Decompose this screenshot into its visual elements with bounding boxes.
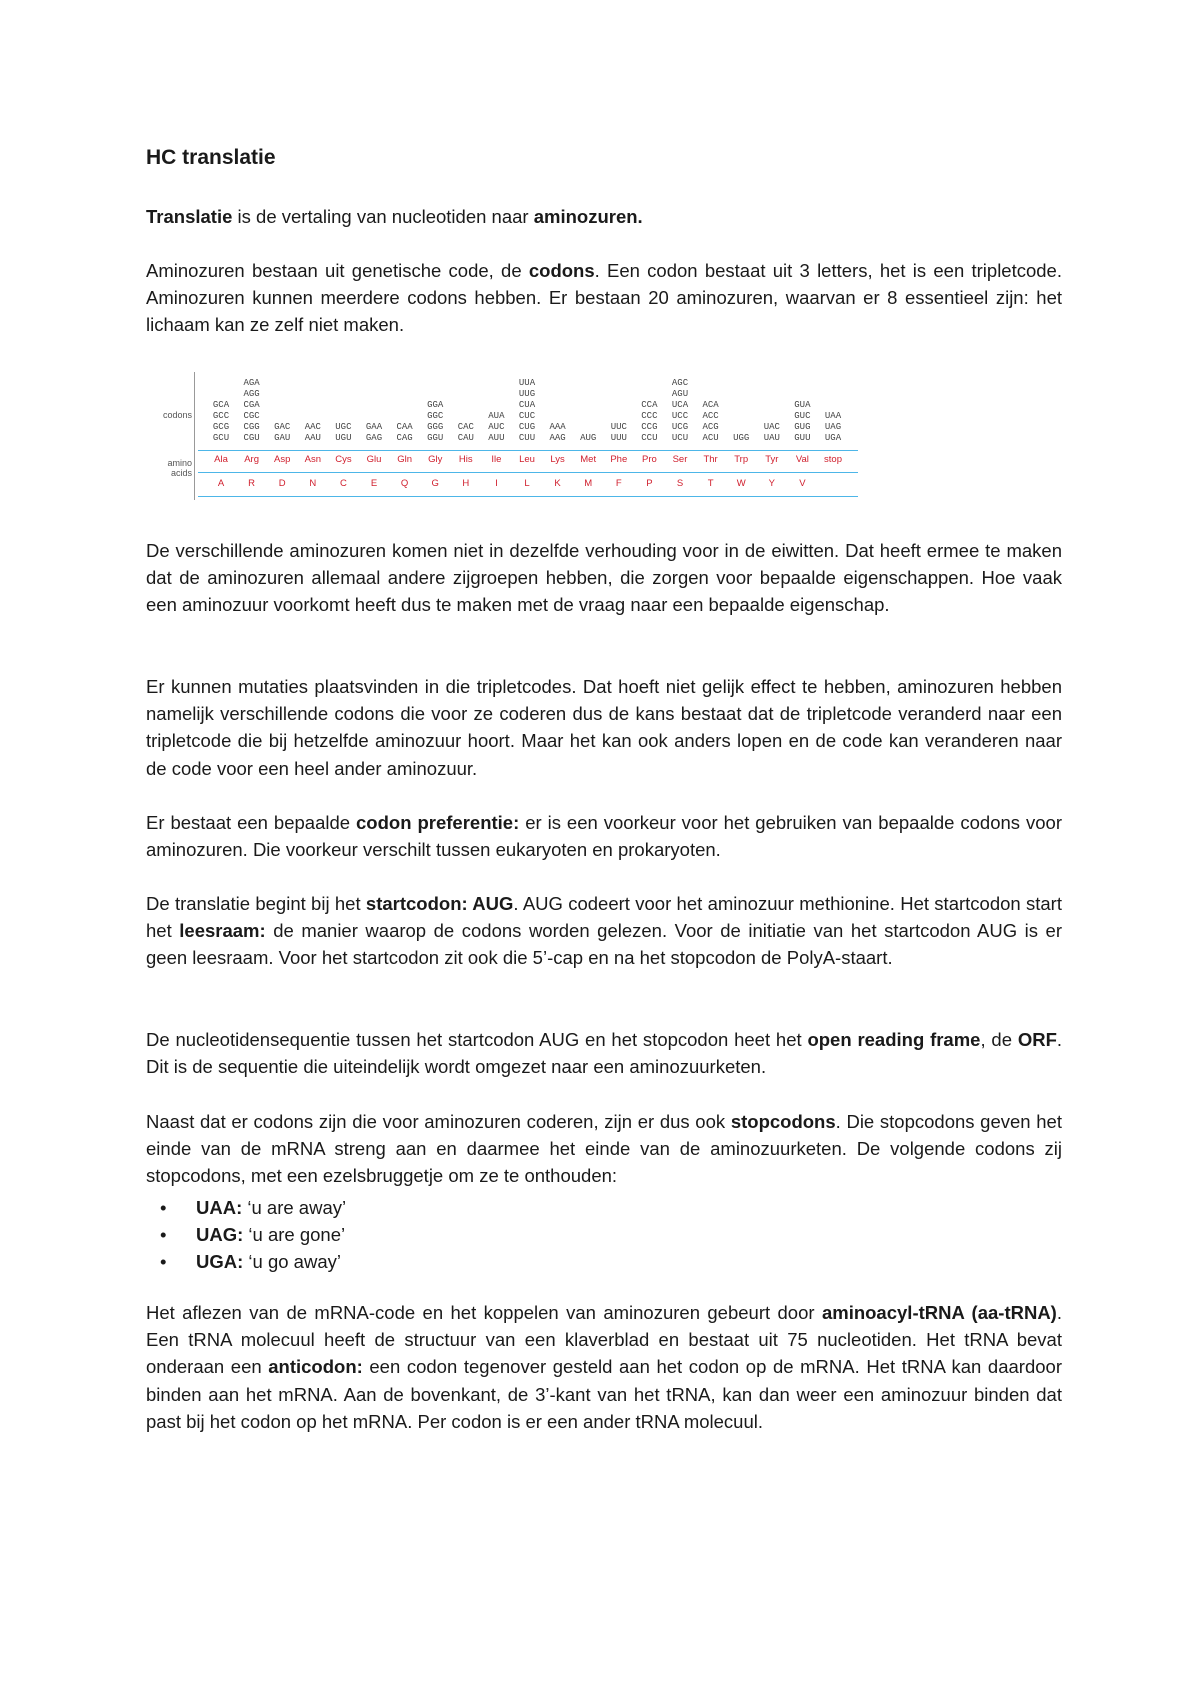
codon-text: ACC xyxy=(702,411,719,421)
codon-text: GGC xyxy=(427,411,444,421)
codon-text: GCC xyxy=(212,411,230,421)
codon-table-rule-top xyxy=(198,450,858,451)
codon-text: AAC xyxy=(304,422,321,432)
codon-text: GAC xyxy=(274,422,291,432)
paragraph-translation-intro: Translatie is de vertaling van nucleotiden naar aminozuren. xyxy=(146,206,643,227)
bullet-icon: • xyxy=(160,1251,167,1273)
amino-one-letter: D xyxy=(278,478,286,489)
amino-three-letter: Thr xyxy=(703,454,718,465)
codon-text: AUU xyxy=(488,433,505,443)
codon-text: ACG xyxy=(702,422,719,432)
stopcodon-mnemonic: ‘u are gone’ xyxy=(243,1224,346,1246)
codon-text: UUU xyxy=(610,433,627,443)
codon-text: CAC xyxy=(457,422,474,432)
label-amino-acids: amino acids xyxy=(167,458,192,478)
codon-text: UGC xyxy=(335,422,352,432)
paragraph-stopcodons: Naast dat er codons zijn die voor aminozuren coderen, zijn er dus ook stopcodons. Die stopcodons geven het einde van de mRNA streng aan en daarmee het einde van de aminozuurketen. De volgende codons zij stopcodons, met een ezelsbruggetje om ze te onthouden: xyxy=(146,1111,1062,1187)
stopcodon-mnemonic: ‘u are away’ xyxy=(242,1197,347,1218)
codon-text: CGU xyxy=(243,433,260,443)
codon-text: GCG xyxy=(212,422,230,432)
codon-text: GUU xyxy=(794,433,811,443)
list-item xyxy=(146,1194,346,1221)
amino-three-letter: Phe xyxy=(610,454,628,465)
amino-one-letter: L xyxy=(524,478,530,489)
codon-text: GAA xyxy=(365,422,383,432)
amino-three-letter: Tyr xyxy=(765,454,779,465)
amino-three-letter: Gly xyxy=(428,454,443,465)
codon-text: CGC xyxy=(243,411,260,421)
amino-one-letter: E xyxy=(370,478,378,489)
codon-text: CUA xyxy=(518,400,536,410)
codon-text: ACA xyxy=(702,400,719,410)
amino-one-letter: Y xyxy=(768,478,775,489)
codon-text: UGA xyxy=(824,433,842,443)
codon-text: CUU xyxy=(518,433,536,443)
codon-text: UGG xyxy=(733,433,750,443)
codon-text: AGU xyxy=(671,389,689,399)
amino-three-letter: His xyxy=(458,454,473,465)
stopcodon-code: UGA: xyxy=(196,1251,244,1273)
codon-text: CAU xyxy=(457,433,474,443)
bullet-icon: • xyxy=(160,1224,167,1246)
codon-text: GCU xyxy=(212,433,230,443)
amino-three-letter: Cys xyxy=(335,454,352,465)
amino-three-letter: Lys xyxy=(550,454,565,465)
codon-text: ACU xyxy=(702,433,719,443)
label-codons: codons xyxy=(162,410,192,420)
codon-text: CCU xyxy=(641,433,658,443)
codon-text: CUC xyxy=(518,411,536,421)
stopcodon-mnemonic: ‘u go away’ xyxy=(243,1251,341,1273)
codon-text: CAA xyxy=(396,422,413,432)
codon-table-rule-bottom xyxy=(198,496,858,497)
amino-one-letter: C xyxy=(339,478,347,489)
codon-text: CAG xyxy=(396,433,413,443)
codon-table-divider xyxy=(194,372,195,500)
amino-one-letter: A xyxy=(217,478,225,489)
paragraph-codons: Aminozuren bestaan uit genetische code, de codons. Een codon bestaat uit 3 letters, het is een tripletcode. Aminozuren kunnen meerdere codons hebben. Er bestaan 20 aminozuren, waarvan er 8 essentieel zijn: het lichaam kan ze zelf niet maken. xyxy=(146,260,1062,336)
amino-three-letter: Met xyxy=(580,454,597,465)
page-title: HC translatie xyxy=(146,146,276,169)
amino-three-letter: Ser xyxy=(672,454,688,465)
amino-three-letter: Gln xyxy=(397,454,412,465)
amino-one-letter: M xyxy=(584,478,593,489)
codon-text: CCG xyxy=(641,422,658,432)
amino-one-letter: G xyxy=(431,478,439,489)
paragraph-amino-ratio: De verschillende aminozuren komen niet in dezelfde verhouding voor in de eiwitten. Dat heeft ermee te maken dat de aminozuren allemaal andere zijgroepen hebben, die zorgen voor bepaalde eigenschappen. Hoe vaak een aminozuur voorkomt heeft dus te maken met de vraag naar een bepaalde eigenschap. xyxy=(146,540,1062,616)
codon-text: AGA xyxy=(243,378,260,388)
codon-text: GAG xyxy=(365,433,383,443)
amino-one-letter: H xyxy=(462,478,470,489)
codon-text: UUC xyxy=(610,422,627,432)
codon-table-figure xyxy=(146,372,876,500)
codon-text: UAU xyxy=(763,433,780,443)
codon-text: UUG xyxy=(518,389,536,399)
codon-text: GUG xyxy=(794,422,811,432)
stopcodon-code: UAA: xyxy=(196,1197,243,1218)
amino-one-letter: Q xyxy=(400,478,409,489)
list-item xyxy=(146,1221,346,1248)
codon-text: GGG xyxy=(427,422,444,432)
codon-text: UCA xyxy=(671,400,689,410)
stopcodon-list xyxy=(146,1194,346,1276)
amino-three-letter: Glu xyxy=(366,454,382,465)
amino-one-letter: S xyxy=(676,478,684,489)
codon-text: UCU xyxy=(671,433,689,443)
codon-text: AGC xyxy=(671,378,689,388)
codon-table-labels xyxy=(146,372,194,500)
stopcodon-code: UAG: xyxy=(196,1224,244,1246)
amino-three-letter: Leu xyxy=(519,454,535,465)
codon-text: AAA xyxy=(549,422,566,432)
codon-text: GCA xyxy=(212,400,230,410)
amino-one-letter: N xyxy=(309,478,317,489)
codon-text: UAA xyxy=(824,411,842,421)
codon-text: AUA xyxy=(488,411,505,421)
amino-one-letter: W xyxy=(736,478,746,489)
codon-text: UAC xyxy=(763,422,780,432)
codon-text: GUC xyxy=(794,411,811,421)
amino-one-letter: R xyxy=(248,478,256,489)
amino-one-letter: I xyxy=(495,478,498,489)
codon-table-rule-middle xyxy=(198,472,858,473)
bullet-icon: • xyxy=(160,1197,167,1218)
codon-text: AGG xyxy=(243,389,260,399)
amino-three-letter: Arg xyxy=(244,454,259,465)
codon-text: CGA xyxy=(243,400,260,410)
amino-three-letter: Ala xyxy=(214,454,228,465)
codon-text: CCA xyxy=(641,400,658,410)
codon-text: UGU xyxy=(335,433,352,443)
amino-one-letter: P xyxy=(646,478,653,489)
amino-three-letter: Ile xyxy=(491,454,502,465)
codon-text: GUA xyxy=(794,400,811,410)
codon-text: UCC xyxy=(671,411,689,421)
codon-text: AAU xyxy=(304,433,321,443)
codon-text: UUA xyxy=(518,378,536,388)
amino-three-letter: Val xyxy=(795,454,809,465)
amino-three-letter: stop xyxy=(824,454,842,465)
paragraph-mutations: Er kunnen mutaties plaatsvinden in die tripletcodes. Dat hoeft niet gelijk effect te hebben, aminozuren hebben namelijk verschillende codons die voor ze coderen dus de kans bestaat dat de tripletcode veranderd naar een tripletcode die bij hetzelfde aminozuur hoort. Maar het kan ook anders lopen en de code kan veranderen naar de code voor een heel ander aminozuur. xyxy=(146,676,1062,779)
paragraph-trna: Het aflezen van de mRNA-code en het koppelen van aminozuren gebeurt door aminoacyl-tRNA (aa-tRNA). Een tRNA molecuul heeft de structuur van een klaverblad en bestaat uit 75 nucleotiden. Het tRNA bevat onderaan een anticodon: een codon tegenover gesteld aan het codon op de mRNA. Het tRNA kan daardoor binden aan het mRNA. Aan de bovenkant, de 3’-kant van het tRNA, kan dan weer een aminozuur binden dat past bij het codon op het mRNA. Per codon is er een ander tRNA molecuul. xyxy=(146,1302,1062,1432)
codon-text: GAU xyxy=(274,433,291,443)
codon-text: CCC xyxy=(641,411,658,421)
amino-one-letter: K xyxy=(554,478,561,489)
codon-text: GGA xyxy=(427,400,444,410)
codon-text: AAG xyxy=(549,433,566,443)
amino-one-letter: T xyxy=(707,478,714,489)
codon-text: AUC xyxy=(488,422,505,432)
paragraph-startcodon: De translatie begint bij het startcodon: AUG. AUG codeert voor het aminozuur methionine. Het startcodon start het leesraam: de manier waarop de codons worden gelezen. Voor de initiatie van het startcodon AUG is er geen leesraam. Voor het startcodon zit ook die 5’-cap en na het stopcodon de PolyA-staart. xyxy=(146,893,1063,969)
paragraph-codon-preference: Er bestaat een bepaalde codon preferentie: er is een voorkeur voor het gebruiken van bepaalde codons voor aminozuren. Die voorkeur verschilt tussen eukaryoten en prokaryoten. xyxy=(146,812,1062,861)
codon-text: CUG xyxy=(518,422,536,432)
codon-text: GGU xyxy=(427,433,444,443)
amino-three-letter: Pro xyxy=(641,454,657,465)
amino-three-letter: Asp xyxy=(274,454,291,465)
codon-text: UAG xyxy=(824,422,842,432)
list-item xyxy=(146,1248,346,1275)
amino-three-letter: Asn xyxy=(304,454,321,465)
amino-one-letter: V xyxy=(799,478,806,489)
codon-text: UCG xyxy=(671,422,689,432)
amino-three-letter: Trp xyxy=(734,454,749,465)
paragraph-orf: De nucleotidensequentie tussen het startcodon AUG en het stopcodon heet het open reading frame, de ORF. Dit is de sequentie die uiteindelijk wordt omgezet naar een aminozuurketen. xyxy=(146,1029,1063,1078)
amino-one-letter: F xyxy=(615,478,622,489)
codon-text: CGG xyxy=(243,422,260,432)
codon-text: AUG xyxy=(580,433,597,443)
